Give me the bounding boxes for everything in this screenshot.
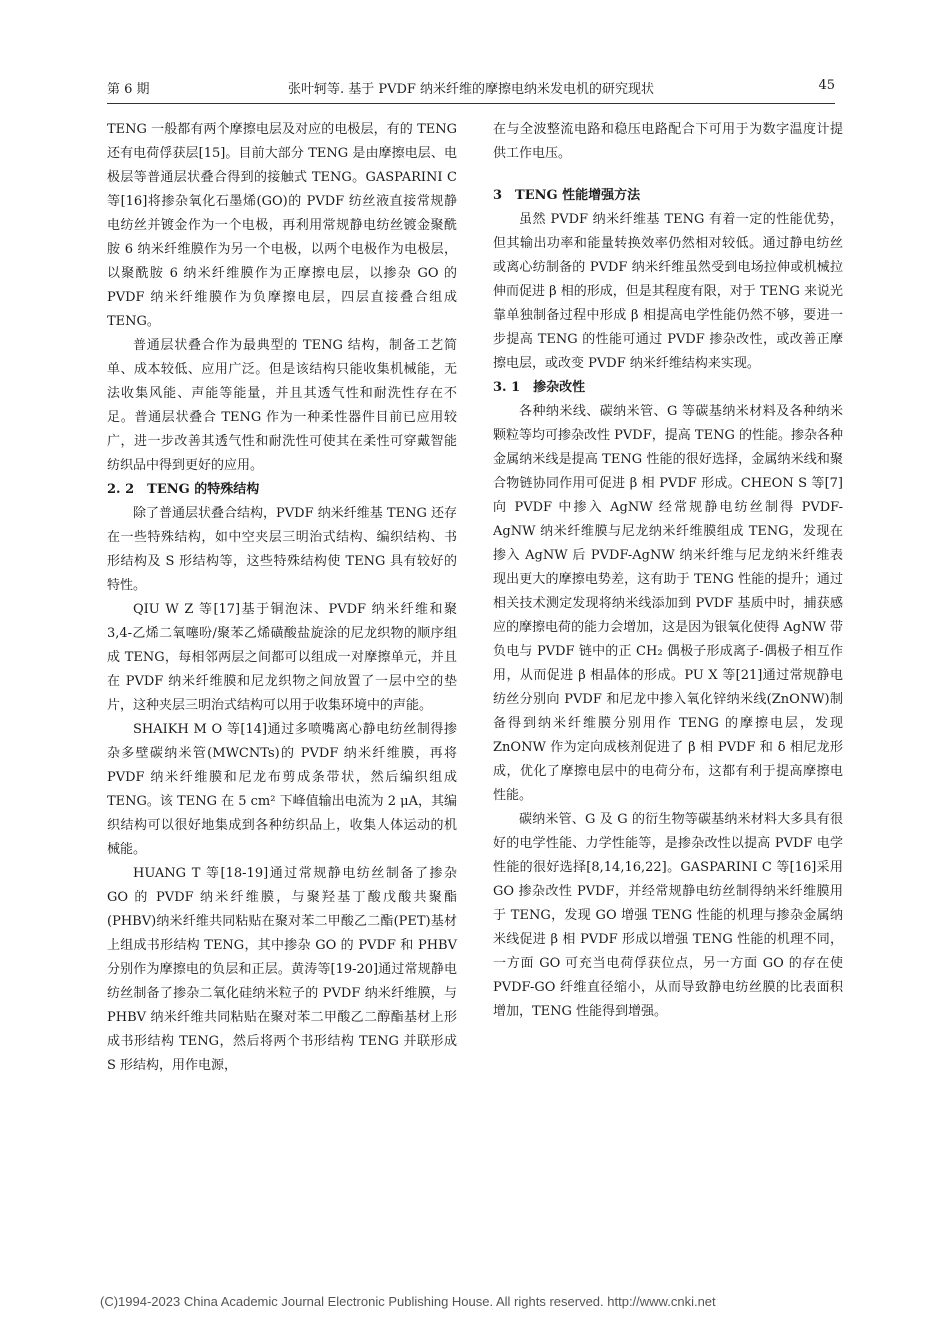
body-paragraph: 各种纳米线、碳纳米管、G 等碳基纳米材料及各种纳米颗粒等均可掺杂改性 PVDF，提高 TENG 的性能。掺杂各种金属纳米线是提高 TENG 性能的很好选择，金属纳米线和聚合物链协同作用可促进 β 相 PVDF 形成。CHEON S 等[7]向 PVDF 中掺入 AgNW 经常规静电纺丝制得 PVDF-AgNW 纳米纤维膜与尼龙纳米纤维膜组成 TENG，发现在掺入 AgNW 后 PVDF-AgNW 纳米纤维与尼龙纳米纤维表现出更大的摩擦电势差，这有助于 TENG 性能的提升；通过相关技术测定发现将纳米线添加到 PVDF 基质中时，捕获感应的摩擦电荷的能力会增加，这是因为银氧化使得 AgNW 带负电与 PVDF 链中的正 CH₂ 偶极子形成离子-偶极子相互作用，从而促进 β 相晶体的形成。PU X 等[21]通过常规静电纺丝分别向 PVDF 和尼龙中掺入氧化锌纳米线(ZnONW)制备得到纳米纤维膜分别用作 TENG 的摩擦电层，发现 ZnONW 作为定向成核剂促进了 β 相 PVDF 和 δ 相尼龙形成，优化了摩擦电层中的电荷分布，这都有利于提高摩擦电性能。 <box>493 404 843 803</box>
body-paragraph: 碳纳米管、G 及 G 的衍生物等碳基纳米材料大多具有很好的电学性能、力学性能等，是掺杂改性以提高 PVDF 电学性能的很好选择[8,14,16,22]。GASPARINI C 等[16]采用 GO 掺杂改性 PVDF，并经常规静电纺丝制得纳米纤维膜用于 TENG，发现 GO 增强 TENG 性能的机理与掺杂金属纳米线促进 β 相 PVDF 形成以增强 TENG 性能的机理不同，一方面 GO 可充当电荷俘获位点，另一方面 GO 的存在使 PVDF-GO 纤维直径缩小，从而导致静电纺丝膜的比表面积增加，TENG 性能得到增强。 <box>493 812 843 1019</box>
body-paragraph: 普通层状叠合作为最典型的 TENG 结构，制备工艺简单、成本较低、应用广泛。但是该结构只能收集机械能，无法收集风能、声能等能量，并且其透气性和耐洗性存在不足。普通层状叠合 TENG 作为一种柔性器件目前已应用较广，进一步改善其透气性和耐洗性可使其在柔性可穿戴智能纺织品中得到更好的应用。 <box>107 338 457 473</box>
body-paragraph: 除了普通层状叠合结构，PVDF 纳米纤维基 TENG 还存在一些特殊结构，如中空夹层三明治式结构、编织结构、书形结构及 S 形结构等，这些特殊结构使 TENG 具有较好的特性。 <box>107 506 457 593</box>
copyright-footer: (C)1994-2023 China Academic Journal Electronic Publishing House. All rights reserved. http://www.cnki.net <box>100 1294 716 1309</box>
right-column <box>493 118 843 1024</box>
page-number: 45 <box>818 78 835 93</box>
running-header <box>107 78 835 102</box>
section-gap <box>493 166 843 184</box>
body-paragraph: SHAIKH M O 等[14]通过多喷嘴离心静电纺丝制得掺杂多壁碳纳米管(MWCNTs)的 PVDF 纳米纤维膜，再将 PVDF 纳米纤维膜和尼龙布剪成条带状，然后编织组成 TENG。该 TENG 在 5 cm² 下峰值输出电流为 2 μA，其编织结构可以很好地集成到各种纺织品上，收集人体运动的机械能。 <box>107 722 457 857</box>
issue-number: 第 6 期 <box>107 82 150 97</box>
body-paragraph: 虽然 PVDF 纳米纤维基 TENG 有着一定的性能优势，但其输出功率和能量转换效率仍然相对较低。通过静电纺丝或离心纺制备的 PVDF 纳米纤维虽然受到电场拉伸或机械拉伸而促进 β 相的形成，但是其程度有限，对于 TENG 来说光靠单独制备过程中形成 β 相提高电学性能仍然不够，要进一步提高 TENG 的性能可通过 PVDF 掺杂改性，或改善正摩擦电层，或改变 PVDF 纳米纤维结构来实现。 <box>493 212 843 371</box>
body-paragraph: TENG 一般都有两个摩擦电层及对应的电极层，有的 TENG 还有电荷俘获层[15]。目前大部分 TENG 是由摩擦电层、电极层等普通层状叠合得到的接触式 TENG。GASPARINI C 等[16]将掺杂氧化石墨烯(GO)的 PVDF 纺丝液直接常规静电纺丝并镀金作为一个电极，再利用常规静电纺丝镀金聚酰胺 6 纳米纤维膜作为另一个电极，以两个电极作为电极层，以聚酰胺 6 纳米纤维膜作为正摩擦电层，以掺杂 GO 的 PVDF 纳米纤维膜作为负摩擦电层，四层直接叠合组成 TENG。 <box>107 122 457 329</box>
section-heading: 3. 1 掺杂改性 <box>493 380 586 395</box>
body-paragraph: QIU W Z 等[17]基于铜泡沫、PVDF 纳米纤维和聚 3,4-乙烯二氧噻吩/聚苯乙烯磺酸盐旋涂的尼龙织物的顺序组成 TENG，每相邻两层之间都可以组成一对摩擦单元，并且在 PVDF 纳米纤维膜和尼龙织物之间放置了一层中空的垫片，这种夹层三明治式结构可以用于收集环境中的声能。 <box>107 602 457 713</box>
left-column <box>107 118 457 1078</box>
body-paragraph: HUANG T 等[18-19]通过常规静电纺丝制备了掺杂 GO 的 PVDF 纳米纤维膜，与聚羟基丁酸戊酸共聚酯(PHBV)纳米纤维共同粘贴在聚对苯二甲酸乙二酯(PET)基材上组成书形结构 TENG，其中掺杂 GO 的 PVDF 和 PHBV 分别作为摩擦电的负层和正层。黄涛等[19-20]通过常规静电纺丝制备了掺杂二氧化硅纳米粒子的 PVDF 纳米纤维膜，与 PHBV 纳米纤维共同粘贴在聚对苯二甲酸乙二醇酯基材上形成书形结构 TENG，然后将两个书形结构 TENG 并联形成 S 形结构，用作电源， <box>107 866 457 1073</box>
running-title: 张叶轲等. 基于 PVDF 纳米纤维的摩擦电纳米发电机的研究现状 <box>287 82 655 97</box>
section-heading: 3 TENG 性能增强方法 <box>493 188 641 203</box>
body-paragraph: 在与全波整流电路和稳压电路配合下可用于为数字温度计提供工作电压。 <box>493 122 843 161</box>
section-heading: 2. 2 TENG 的特殊结构 <box>107 482 260 497</box>
header-rule <box>107 103 835 104</box>
